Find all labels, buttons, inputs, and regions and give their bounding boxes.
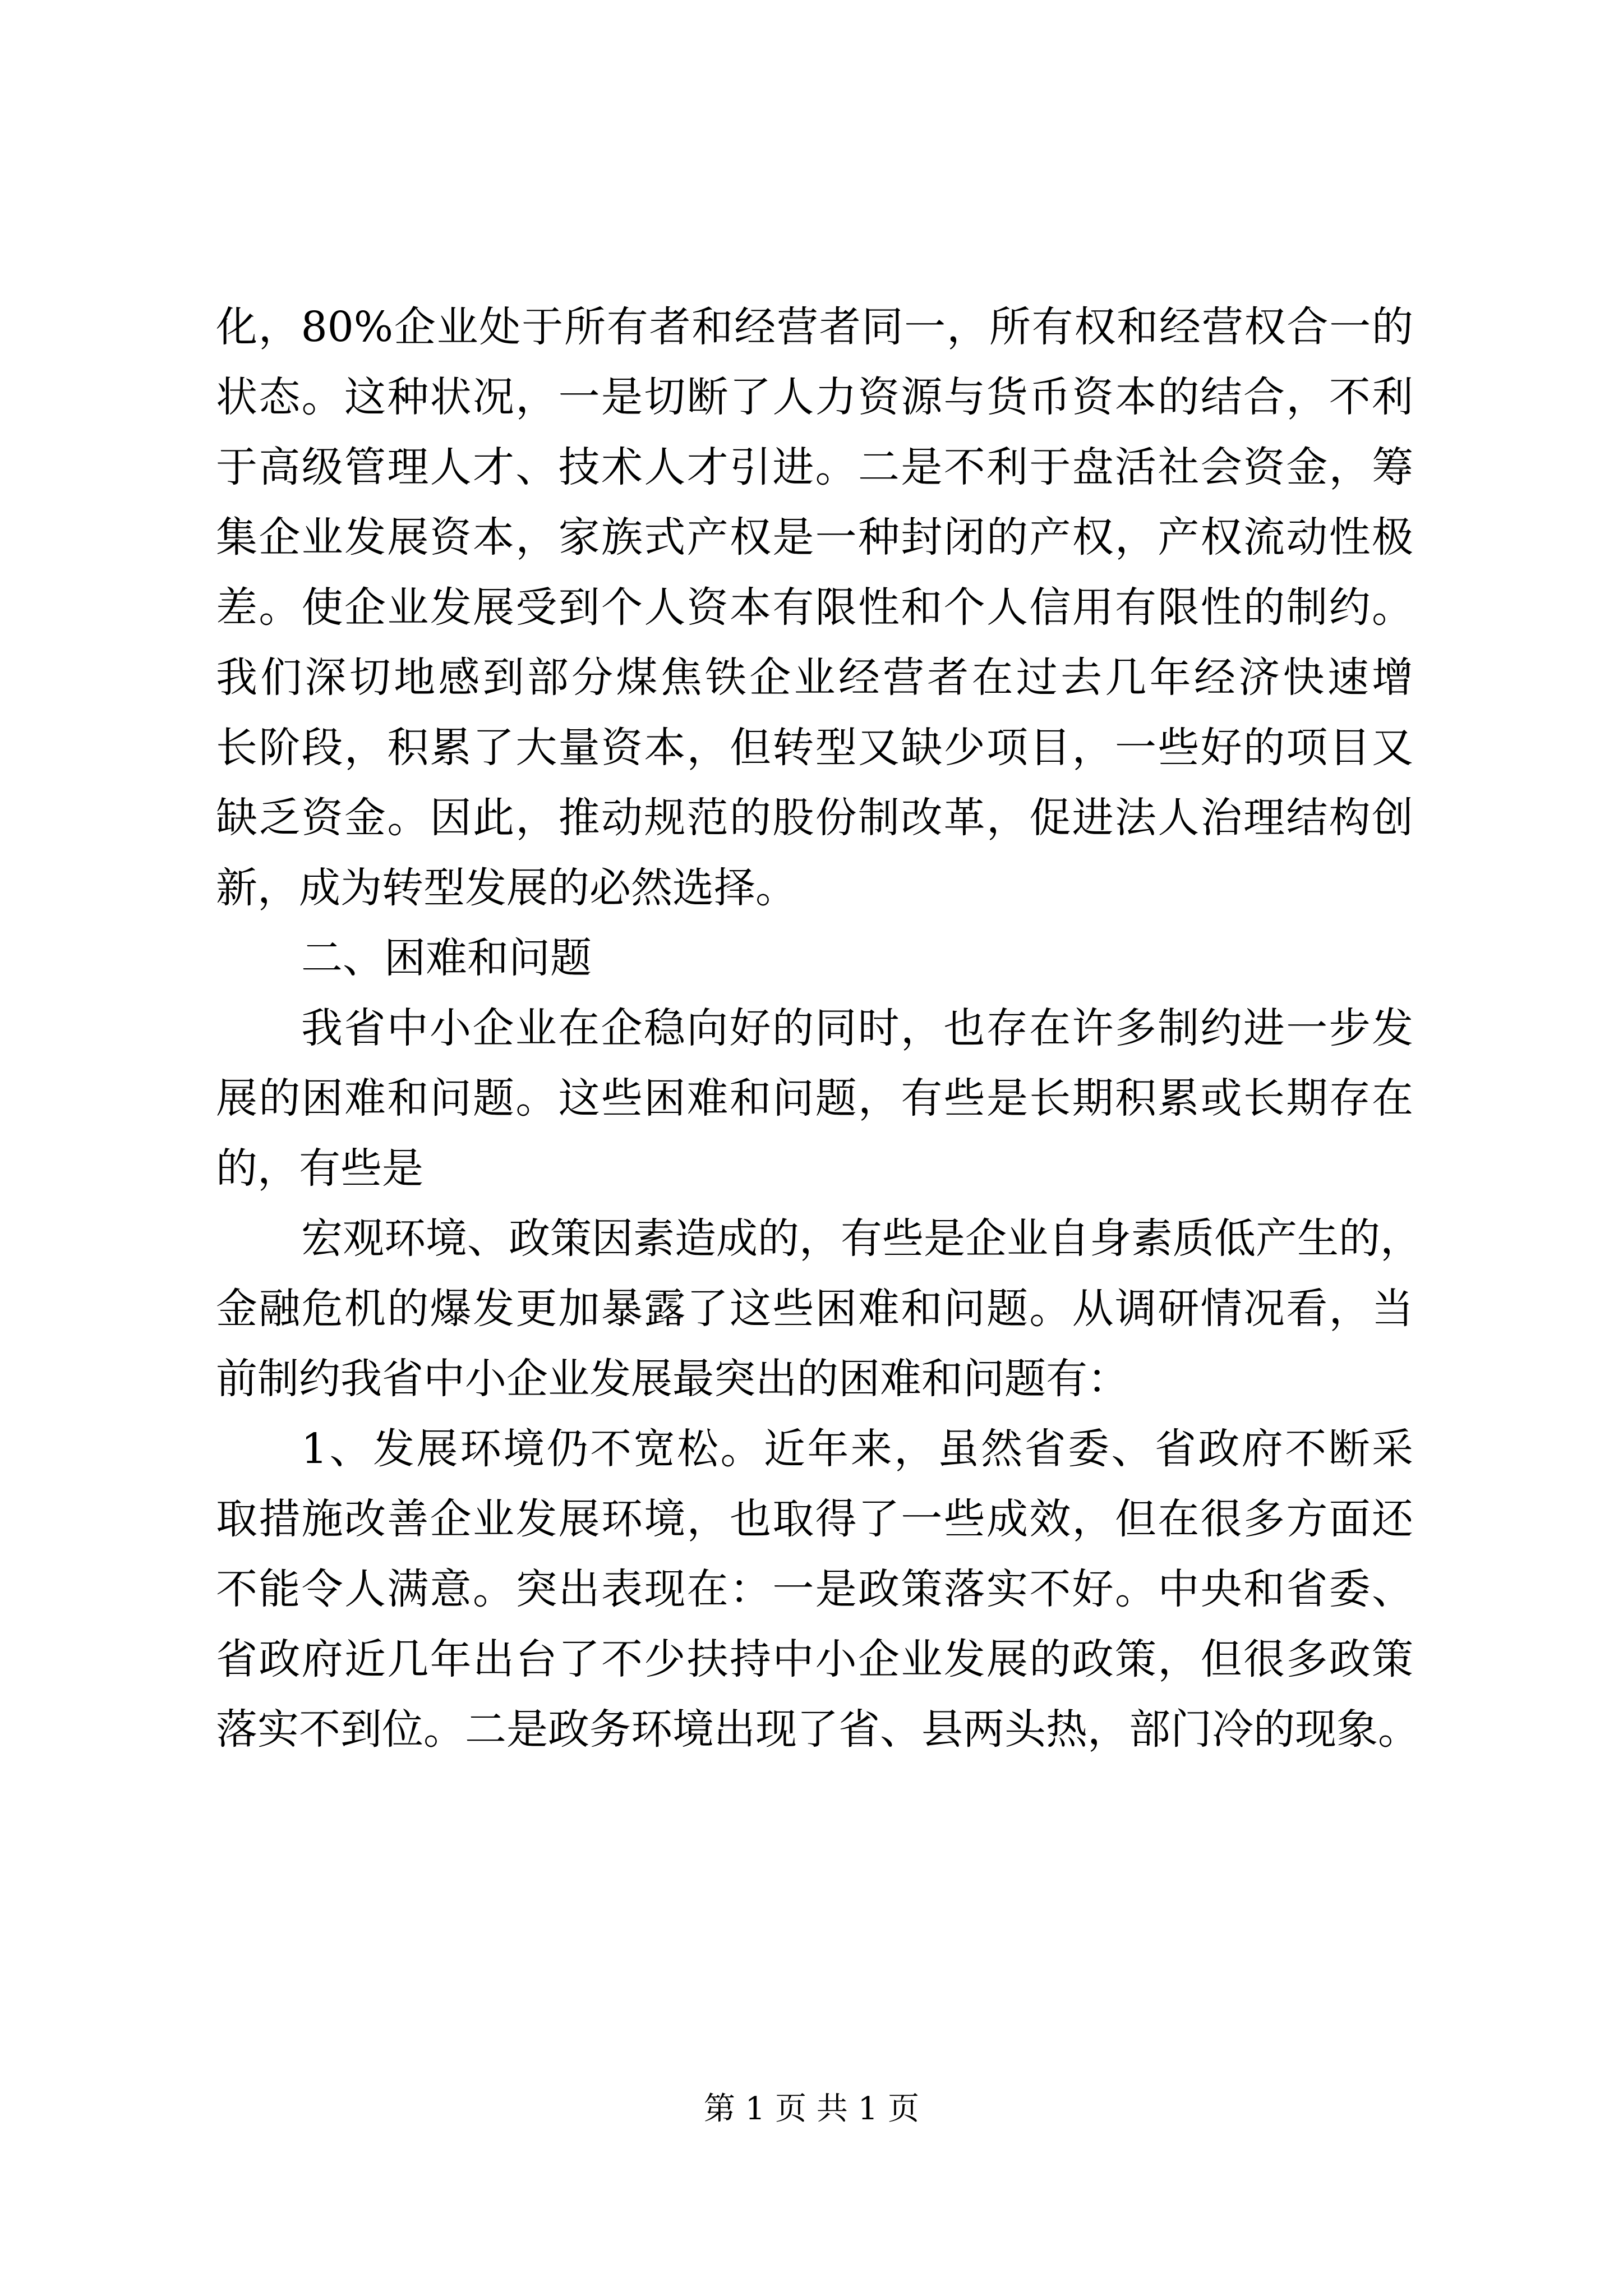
text-line: 于高级管理人才、技术人才引进。二是不利于盘活社会资金，筹	[216, 443, 1413, 491]
text-line: 集企业发展资本，家族式产权是一种封闭的产权，产权流动性极	[216, 513, 1413, 562]
text-line: 差。使企业发展受到个人资本有限性和个人信用有限性的制约。	[216, 583, 1413, 632]
text-line: 宏观环境、政策因素造成的，有些是企业自身素质低产生的，	[301, 1214, 1422, 1263]
text-line: 新，成为转型发展的必然选择。	[216, 864, 797, 912]
section-heading: 二、困难和问题	[301, 934, 592, 982]
text-line: 省政府近几年出台了不少扶持中小企业发展的政策，但很多政策	[216, 1635, 1413, 1683]
text-line: 我省中小企业在企稳向好的同时，也存在许多制约进一步发	[301, 1004, 1413, 1052]
text-line: 长阶段，积累了大量资本，但转型又缺少项目，一些好的项目又	[216, 724, 1413, 772]
text-line: 取措施改善企业发展环境，也取得了一些成效，但在很多方面还	[216, 1495, 1413, 1543]
text-line: 状态。这种状况，一是切断了人力资源与货币资本的结合，不利	[216, 373, 1413, 421]
document-body	[216, 292, 1422, 1765]
text-line: 不能令人满意。突出表现在：一是政策落实不好。中央和省委、	[216, 1565, 1413, 1613]
text-line: 我们深切地感到部分煤焦铁企业经营者在过去几年经济快速增	[216, 654, 1413, 702]
text-line: 1、发展环境仍不宽松。近年来，虽然省委、省政府不断采	[301, 1425, 1413, 1473]
text-line: 落实不到位。二是政务环境出现了省、县两头热，部门冷的现象。	[216, 1705, 1419, 1754]
text-line: 展的困难和问题。这些困难和问题，有些是长期积累或长期存在	[216, 1074, 1413, 1122]
text-line: 金融危机的爆发更加暴露了这些困难和问题。从调研情况看，当	[216, 1285, 1413, 1333]
text-line: 化，80%企业处于所有者和经营者同一，所有权和经营权合一的	[216, 303, 1413, 351]
text-line: 的，有些是	[216, 1144, 423, 1193]
page-footer: 第 1 页 共 1 页	[703, 2091, 920, 2127]
text-line: 缺乏资金。因此，推动规范的股份制改革，促进法人治理结构创	[216, 794, 1413, 842]
text-line: 前制约我省中小企业发展最突出的困难和问题有：	[216, 1355, 1129, 1403]
